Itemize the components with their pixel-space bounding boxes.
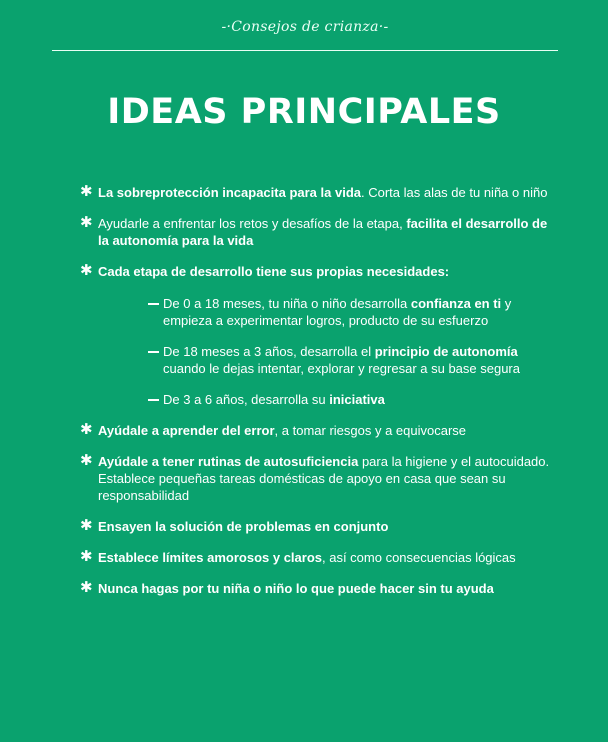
dash-bullet-icon bbox=[148, 351, 159, 353]
bold-text: principio de autonomía bbox=[374, 344, 518, 359]
body-text: De 0 a 18 meses, tu niña o niño desarrolla bbox=[163, 296, 411, 311]
bold-text: Ayúdale a tener rutinas de autosuficiencia bbox=[98, 454, 359, 469]
body-text: De 18 meses a 3 años, desarrolla el bbox=[163, 344, 375, 359]
list-item-text bbox=[98, 453, 550, 504]
bold-text: Cada etapa de desarrollo tiene sus propias necesidades: bbox=[98, 264, 450, 279]
sub-list-item bbox=[148, 391, 550, 408]
asterisk-bullet-icon: ✱ bbox=[80, 421, 93, 438]
list-item-text bbox=[98, 215, 550, 249]
list-item-text bbox=[98, 184, 550, 201]
bold-text: Establece límites amorosos y claros bbox=[98, 550, 322, 565]
bold-text: facilita el desarrollo de la autonomía para la vida bbox=[98, 216, 548, 248]
sub-list-item-text bbox=[163, 343, 550, 377]
list-item bbox=[80, 215, 550, 249]
bold-text: La sobreprotección incapacita para la vida bbox=[98, 185, 361, 200]
asterisk-bullet-icon: ✱ bbox=[80, 452, 93, 469]
sub-list-item-text bbox=[163, 391, 550, 408]
list-item bbox=[80, 549, 550, 566]
dash-bullet-icon bbox=[148, 303, 159, 305]
sub-list-item bbox=[148, 343, 550, 377]
section-label: -·Consejos de crianza·- bbox=[221, 19, 389, 35]
sub-list-item-text bbox=[163, 295, 550, 329]
bold-text: iniciativa bbox=[329, 392, 385, 407]
page-title: IDEAS PRINCIPALES bbox=[107, 92, 501, 132]
list-item-text bbox=[98, 422, 550, 439]
body-text: , a tomar riesgos y a equivocarse bbox=[274, 423, 467, 438]
body-text: y empieza a experimentar logros, producto de su esfuerzo bbox=[163, 296, 512, 328]
asterisk-bullet-icon: ✱ bbox=[80, 262, 93, 279]
bold-text: Ayúdale a aprender del error bbox=[98, 423, 275, 438]
sub-list bbox=[148, 295, 550, 408]
body-text: cuando le dejas intentar, explorar y regresar a su base segura bbox=[163, 361, 520, 376]
bold-text: Ensayen la solución de problemas en conjunto bbox=[98, 519, 389, 534]
asterisk-bullet-icon: ✱ bbox=[80, 517, 93, 534]
ideas-list bbox=[80, 184, 550, 611]
asterisk-bullet-icon: ✱ bbox=[80, 548, 93, 565]
body-text: para la higiene y el autocuidado. Establece pequeñas tareas domésticas de apoyo en casa que sean su responsabilidad bbox=[98, 454, 550, 503]
list-item-text bbox=[98, 580, 550, 597]
section-header bbox=[52, 18, 558, 36]
list-item bbox=[80, 580, 550, 597]
body-text: . Corta las alas de tu niña o niño bbox=[360, 185, 548, 200]
asterisk-bullet-icon: ✱ bbox=[80, 183, 93, 200]
list-item bbox=[80, 184, 550, 201]
list-item-text bbox=[98, 518, 550, 535]
list-item bbox=[80, 518, 550, 535]
sub-list-item bbox=[148, 295, 550, 329]
bold-text: confianza en ti bbox=[410, 296, 502, 311]
list-item bbox=[80, 453, 550, 504]
body-text: , así como consecuencias lógicas bbox=[322, 550, 516, 565]
list-item-text bbox=[98, 549, 550, 566]
list-item-text bbox=[98, 263, 550, 280]
asterisk-bullet-icon: ✱ bbox=[80, 214, 93, 231]
dash-bullet-icon bbox=[148, 399, 159, 401]
header-divider bbox=[52, 50, 558, 51]
list-item bbox=[80, 263, 550, 408]
asterisk-bullet-icon: ✱ bbox=[80, 579, 93, 596]
bold-text: Nunca hagas por tu niña o niño lo que puede hacer sin tu ayuda bbox=[98, 581, 494, 596]
list-item bbox=[80, 422, 550, 439]
body-text: De 3 a 6 años, desarrolla su bbox=[163, 392, 330, 407]
body-text: Ayudarle a enfrentar los retos y desafíos de la etapa, bbox=[98, 216, 407, 231]
